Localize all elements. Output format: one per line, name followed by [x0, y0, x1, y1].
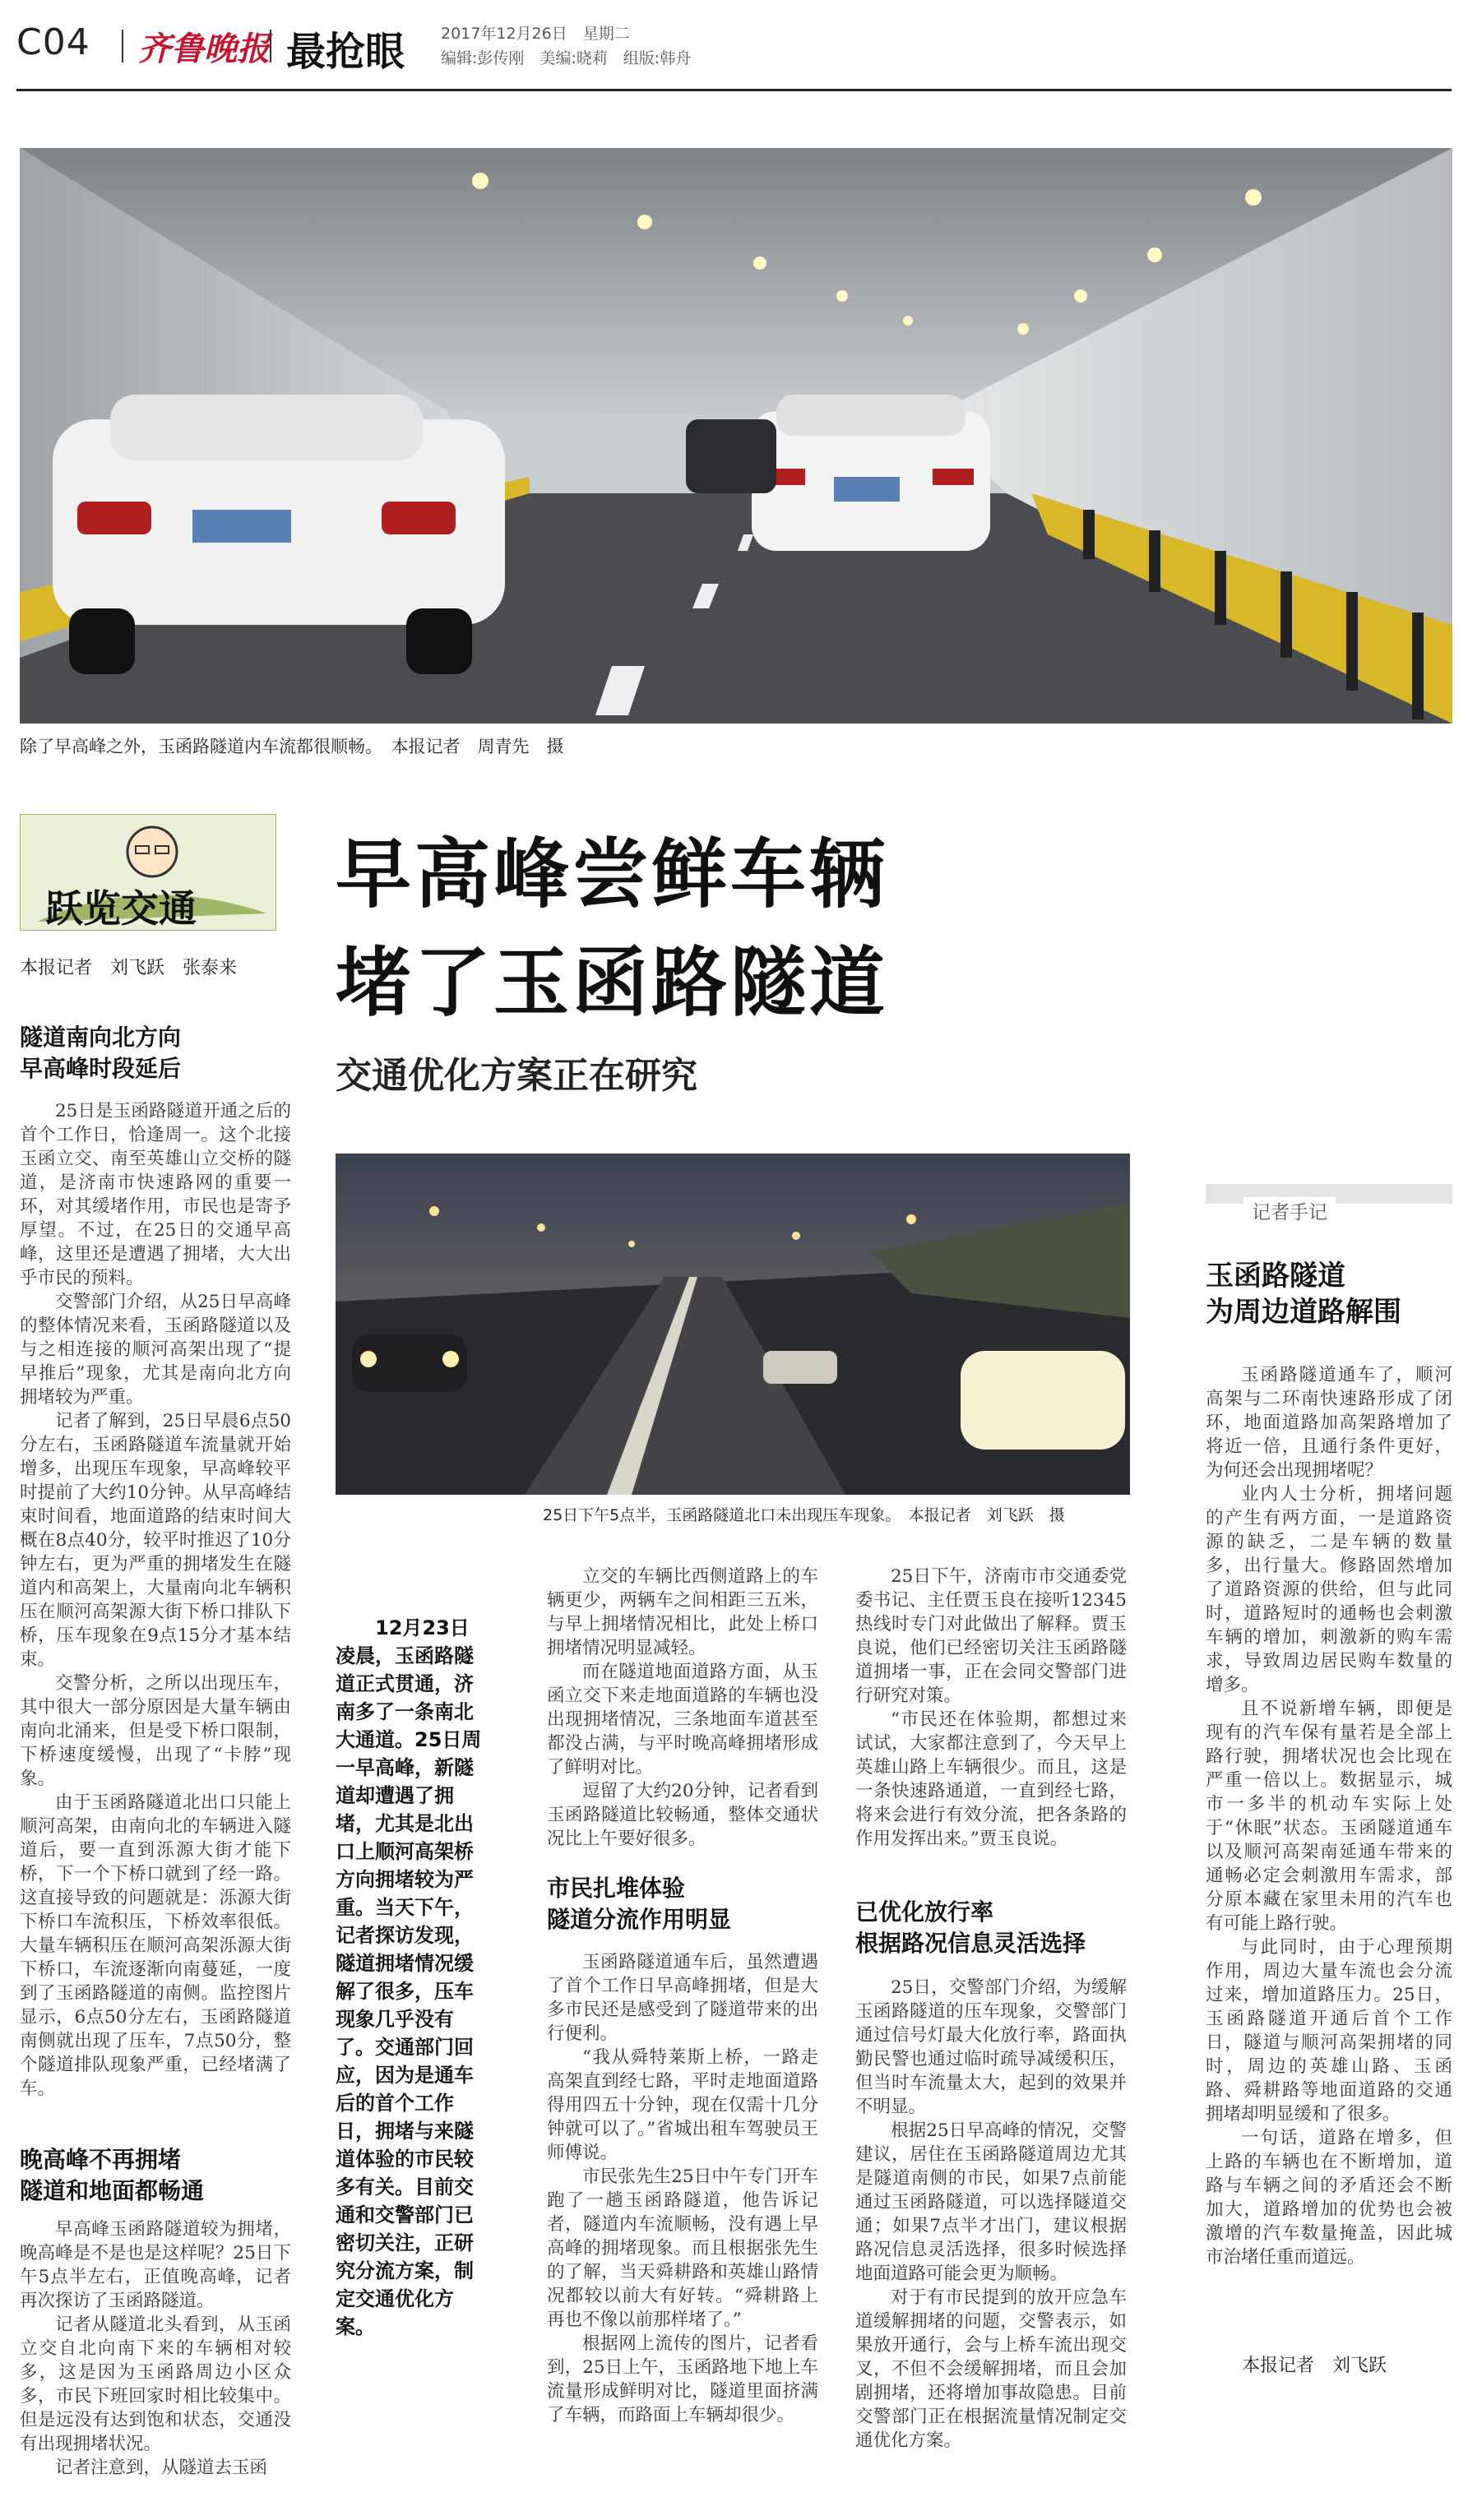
paragraph: “市民还在体验期，都想过来试试，大家都注意到了，今天早上英雄山路上车辆很少。而且，这是一条快速路通道，一直到经七路，将来会进行有效分流，把各条路的作用发挥出来。”贾玉良说。	[855, 1709, 1127, 1849]
paragraph: 交警分析，之所以出现压车，其中很大一部分原因是大量车辆由南向北涌来，但是受下桥口限制，下桥速度缓慢，出现了“卡脖”现象。	[20, 1673, 291, 1789]
paragraph: 而在隧道地面道路方面，从玉函立交下来走地面道路的车辆也没出现拥堵情况，三条地面车道甚至都没占满，与平时晚高峰拥堵形成了鲜明对比。	[547, 1662, 818, 1778]
paragraph: 玉函路隧道通车后，虽然遭遇了首个工作日早高峰拥堵，但是大多市民还是感受到了隧道带来的出行便利。	[547, 1952, 818, 2044]
byline: 本报记者 刘飞跃 张泰来	[20, 958, 238, 978]
paragraph: 交警部门介绍，从25日早高峰的整体情况来看，玉函路隧道以及与之相连接的顺河高架出现了“提早推后”现象，尤其是南向北方向拥堵较为严重。	[20, 1292, 291, 1408]
header-rule	[16, 89, 1452, 91]
paragraph: 立交的车辆比西侧道路上的车辆更少，两辆车之间相距三五米，与早上拥堵情况相比，此处上桥口拥堵情况明显减轻。	[547, 1566, 818, 1658]
paragraph: 对于有市民提到的放开应急车道缓解拥堵的问题，交警表示，如果放开通行，会与上桥车流出现交叉，不但不会缓解拥堵，而且会加剧拥堵，还将增加事故隐患。目前交警部门正在根据流量情况制定交通优化方案。	[855, 2287, 1127, 2451]
col3-body-2	[547, 1950, 818, 2427]
paragraph: 根据网上流传的图片，记者看到，25日上午，玉函路地下地上车流量形成鲜明对比，隧道里面挤满了车辆，而路面上车辆却很少。	[547, 2333, 818, 2425]
sidebar-byline: 本报记者 刘飞跃	[1242, 2356, 1387, 2376]
paragraph: 根据25日早高峰的情况，交警建议，居住在玉函路隧道周边尤其是隧道南侧的市民，如果7点前能通过玉函路隧道，可以选择隧道交通；如果7点半才出门，建议根据路况信息灵活选择，很多时候选择地面道路可能会更为顺畅。	[855, 2120, 1127, 2284]
paragraph: 由于玉函路隧道北出口只能上顺河高架，由南向北的车辆进入隧道后，要一直到泺源大街才能下桥，下一个下桥口就到了经一路。这直接导致的问题就是：泺源大街下桥口车流积压，下桥效率很低。大量车辆积压在顺河高架泺源大街下桥口，车流逐渐向南蔓延，一度到了玉函路隧道的南侧。监控图片显示，6点50分左右，玉函路隧道南侧就出现了压车，7点50分，整个隧道排队现象严重，已经堵满了车。	[20, 1792, 291, 2099]
col1-subhead-1: 隧道南向北方向 早高峰时段延后	[20, 1024, 182, 1082]
col4-body-2	[855, 1976, 1127, 2453]
editor-credits: 编辑:彭传刚 美编:晓莉 组版:韩舟	[441, 49, 692, 67]
subheadline: 交通优化方案正在研究	[336, 1055, 697, 1097]
lead-text: 12月23日凌晨，玉函路隧道正式贯通，济南多了一条南北大通道。25日周一早高峰，新隧道却遭遇了拥堵，尤其是北出口上顺河高架桥方向拥堵较为严重。当天下午，记者探访发现，隧道拥堵情况缓解了很多，压车现象几乎没有了。交通部门回应，因为是通车后的首个工作日，拥堵与来隧道体验的市民较多有关。目前交通和交警部门已密切关注，正研究分流方案，制定交通优化方案。	[336, 1616, 482, 2338]
section-title: 最抢眼	[286, 29, 405, 75]
header-divider	[122, 30, 123, 62]
sidebar-label: 记者手记	[1243, 1197, 1336, 1224]
evening-road-illustration	[336, 1154, 1130, 1495]
paragraph: 记者从隧道北头看到，从玉函立交自北向南下来的车辆相对较多，这是因为玉函路周边小区众多，市民下班回家时相比较集中。但是远没有达到饱和状态，交通没有出现拥堵状况。	[20, 2314, 291, 2454]
tunnel-illustration	[20, 148, 1452, 724]
col3-subhead: 市民扎堆体验 隧道分流作用明显	[547, 1875, 732, 1933]
paragraph: 玉函路隧道通车了，顺河高架与二环南快速路形成了闭环，地面道路加高架路增加了将近一倍，且通行条件更好，为何还会出现拥堵呢？	[1206, 1365, 1452, 1481]
photo1-caption: 除了早高峰之外，玉函路隧道内车流都很顺畅。 本报记者 周青先 摄	[20, 737, 564, 756]
car-middle	[752, 395, 990, 551]
paragraph: 且不说新增车辆，即便是现有的汽车保有量若是全部上路行驶，拥堵状况也会比现在严重一倍以上。数据显示，城市一多半的机动车实际上处于“休眠”状态。玉函隧道通车以及顺河高架南延通车带来的通畅必定会刺激用车需求，部分原本藏在家里未用的汽车也有可能上路行驶。	[1206, 1699, 1452, 1934]
sidebar-body	[1206, 1363, 1452, 2269]
col4-body-1	[855, 1565, 1127, 1851]
tunnel-photo	[20, 148, 1452, 724]
paragraph: 25日下午，济南市市交通委党委书记、主任贾玉良在接听12345热线时专门对此做出了解释。贾玉良说，他们已经密切关注玉函路隧道拥堵一事，正在会同交警部门进行研究对策。	[855, 1566, 1127, 1706]
col1-body-1	[20, 1099, 291, 2101]
lead-paragraph	[336, 1614, 485, 2341]
car-dark	[686, 419, 776, 493]
col4-subhead: 已优化放行率 根据路况信息灵活选择	[855, 1898, 1086, 1957]
paragraph: 记者注意到，从隧道去玉函	[55, 2458, 268, 2478]
issue-date: 2017年12月26日 星期二	[441, 25, 630, 43]
paragraph: 25日是玉函路隧道开通之后的首个工作日，恰逢周一。这个北接玉函立交、南至英雄山立交桥的隧道，是济南市快速路网的重要一环，对其缓堵作用，市民也是寄予厚望。不过，在25日的交通早高峰，这里还是遭遇了拥堵，大大出乎市民的预料。	[20, 1101, 291, 1288]
headline-line1: 早高峰尝鲜车辆	[336, 830, 889, 918]
page-number: C04	[16, 21, 90, 63]
paragraph: 与此同时，由于心理预期作用，周边大量车流也会分流过来，增加道路压力。25日，玉函路隧道开通后首个工作日，隧道与顺河高架拥堵的同时，周边的英雄山路、玉函路、舜耕路等地面道路的交通拥堵却明显缓和了很多。	[1206, 1937, 1452, 2125]
column-logo-text: 跃览交通	[45, 886, 197, 931]
header-divider	[270, 30, 271, 62]
headline-line2: 堵了玉函路隧道	[336, 939, 889, 1027]
col1-body-2	[20, 2217, 291, 2480]
paragraph: 逗留了大约20分钟，记者看到玉函路隧道比较畅通，整体交通状况比上午要好很多。	[547, 1781, 818, 1849]
paragraph: “我从舜特莱斯上桥，一路走高架直到经七路，平时走地面道路得用四五十分钟，现在仅需十几分钟就可以了。”省城出租车驾驶员王师傅说。	[547, 2047, 818, 2163]
tunnel-exit-photo	[336, 1154, 1130, 1495]
paragraph: 市民张先生25日中午专门开车跑了一趟玉函路隧道，他告诉记者，隧道内车流顺畅，没有遇上早高峰的拥堵现象。而且根据张先生的了解，当天舜耕路和英雄山路情况都较以前大有好转。“舜耕路上再也不像以前那样堵了。”	[547, 2166, 818, 2330]
col3-body-1	[547, 1565, 818, 1851]
paragraph: 早高峰玉函路隧道较为拥堵，晚高峰是不是也是这样呢？25日下午5点半左右，正值晚高峰，记者再次探访了玉函路隧道。	[20, 2219, 291, 2311]
paragraph: 业内人士分析，拥堵问题的产生有两方面，一是道路资源的缺乏，二是车辆的数量多，出行量大。修路固然增加了道路资源的供给，但与此同时，道路短时的通畅也会刺激车辆的增加，刺激新的购车需求，导致周边居民购车数量的增多。	[1206, 1484, 1452, 1695]
column-logo	[20, 814, 276, 931]
paragraph: 一句话，道路在增多，但上路的车辆也在不断增加，道路与车辆之间的矛盾还会不断加大，道路增加的优势也会被激增的汽车数量掩盖，因此城市治堵任重而道远。	[1206, 2128, 1452, 2268]
paragraph: 记者了解到，25日早晨6点50分左右，玉函路隧道车流量就开始增多，出现压车现象，早高峰较平时提前了大约10分钟。从早高峰结束时间看，地面道路的结束时间大概在8点40分，较平时推迟了10分钟左右，更为严重的拥堵发生在隧道内和高架上，大量南向北车辆积压在顺河高架源大街下桥口排队下桥，压车现象在9点15分才基本结束。	[20, 1411, 291, 1670]
col1-subhead-2: 晚高峰不再拥堵 隧道和地面都畅通	[20, 2146, 205, 2204]
paragraph: 25日，交警部门介绍，为缓解玉函路隧道的压车现象，交警部门通过信号灯最大化放行率，路面执勤民警也通过临时疏导减缓积压，但当时车流量太大，起到的效果并不明显。	[855, 1977, 1127, 2117]
photo2-caption: 25日下午5点半，玉函路隧道北口未出现压车现象。 本报记者 刘飞跃 摄	[543, 1506, 1065, 1524]
sidebar-title: 玉函路隧道 为周边道路解围	[1206, 1260, 1401, 1329]
paper-logo: 齐鲁晚报	[138, 30, 270, 68]
